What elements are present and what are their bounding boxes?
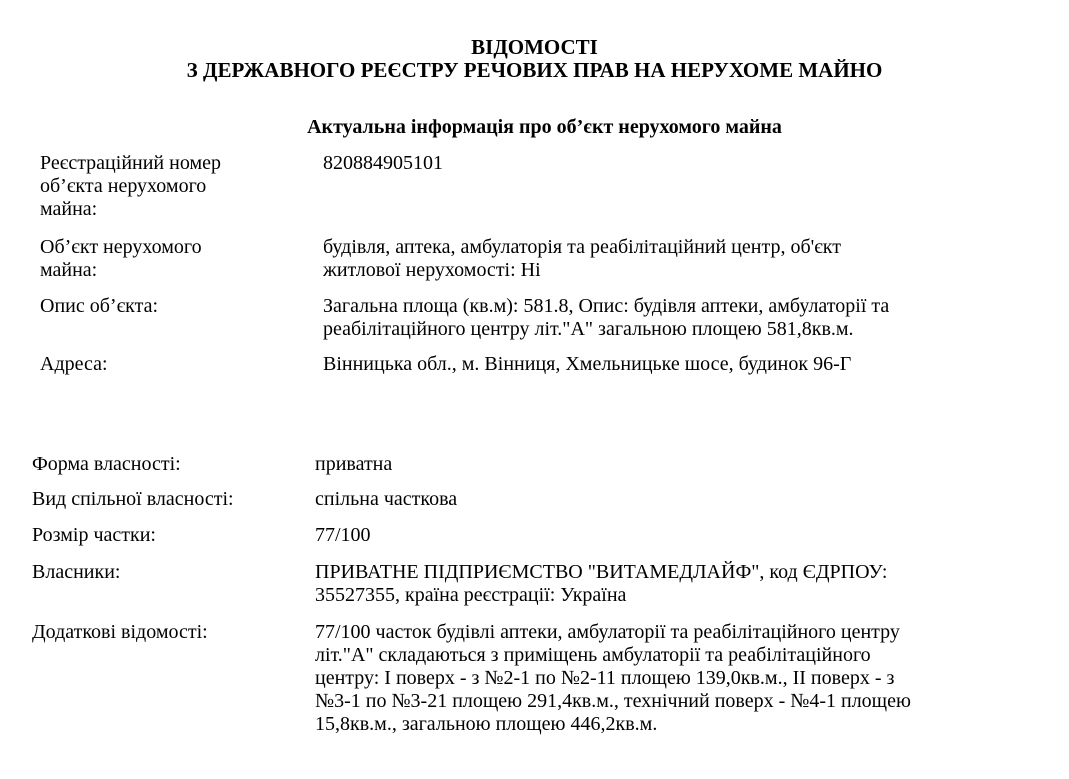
field-value: Вінницька обл., м. Вінниця, Хмельницьке шосе, будинок 96-Г <box>323 353 852 375</box>
field-label: Додаткові відомості: <box>32 621 208 643</box>
field-value: будівля, аптека, амбулаторія та реабілітаційний центр, об'єкт житлової нерухомості: Ні <box>323 236 841 281</box>
field-value: ПРИВАТНЕ ПІДПРИЄМСТВО "ВИТАМЕДЛАЙФ", код ЄДРПОУ: 35527355, країна реєстрації: Україна <box>315 561 888 606</box>
field-label: Реєстраційний номер об’єкта нерухомого майна: <box>40 152 221 220</box>
document-title-registry: З ДЕРЖАВНОГО РЕЄСТРУ РЕЧОВИХ ПРАВ НА НЕРУХОМЕ МАЙНО <box>186 58 883 82</box>
field-label: Адреса: <box>40 353 108 375</box>
document-title: ВІДОМОСТІ <box>471 35 598 59</box>
field-label: Опис об’єкта: <box>40 295 159 317</box>
field-value: 77/100 часток будівлі аптеки, амбулаторії та реабілітаційного центру літ."А" складаються з приміщень амбулаторії та реабілітаційного центру: І поверх - з №2-1 по №2-11 площею 139,0кв.м., ІІ поверх - з №3-1 по №3-21 площею 291,4кв.м., технічний поверх - №4-1 площею 15,8кв.м., загальною площею 446,2кв.м. <box>315 621 911 735</box>
field-label: Розмір частки: <box>32 524 156 546</box>
field-value: 77/100 <box>315 524 371 546</box>
field-label: Власники: <box>32 561 121 583</box>
section-subtitle: Актуальна інформація про об’єкт нерухомого майна <box>307 116 782 138</box>
field-label: Вид спільної власності: <box>32 488 234 510</box>
field-label: Об’єкт нерухомого майна: <box>40 236 202 281</box>
field-label: Форма власності: <box>32 453 181 475</box>
field-value: 820884905101 <box>323 152 443 174</box>
field-value: спільна часткова <box>315 488 458 510</box>
field-value: Загальна площа (кв.м): 581.8, Опис: будівля аптеки, амбулаторії та реабілітаційного центру літ."А" загальною площею 581,8кв.м. <box>323 295 890 340</box>
field-value: приватна <box>315 453 393 475</box>
